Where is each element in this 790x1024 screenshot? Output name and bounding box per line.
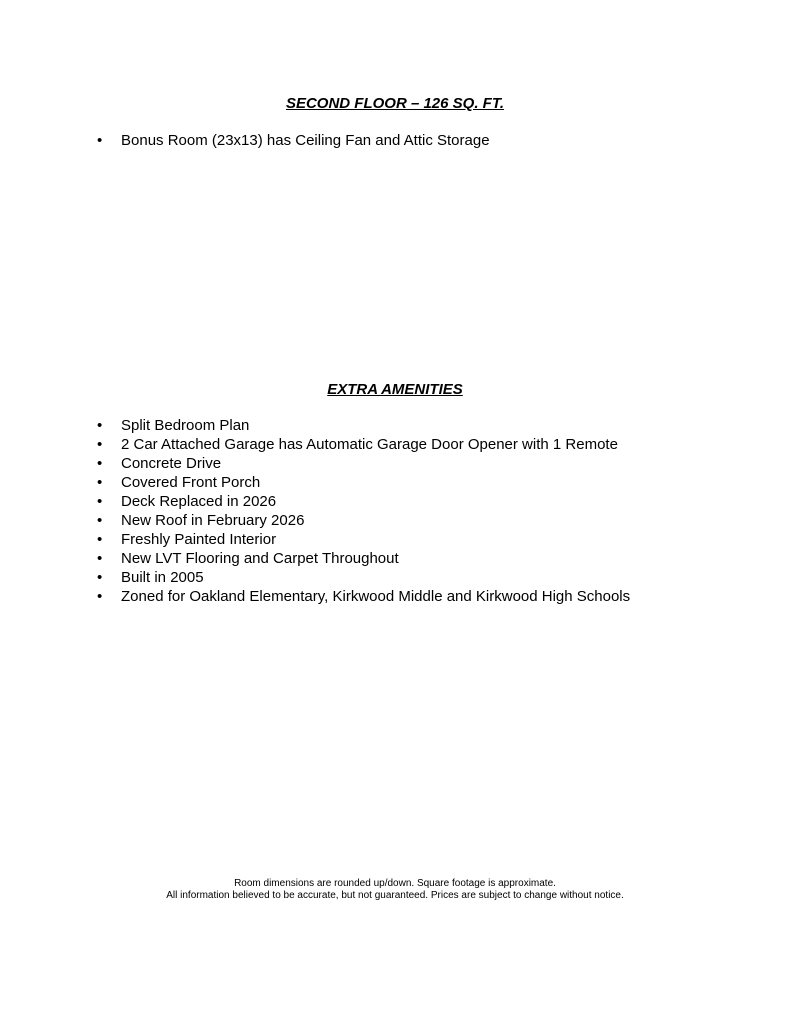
list-item — [96, 416, 630, 435]
list-item-text: Covered Front Porch — [121, 474, 261, 491]
list-item-text: 2 Car Attached Garage has Automatic Garage Door Opener with 1 Remote — [121, 436, 618, 453]
list-item — [96, 511, 630, 530]
list-item-text: Bonus Room (23x13) has Ceiling Fan and Attic Storage — [121, 132, 490, 149]
list-item — [96, 131, 490, 150]
list-item — [96, 568, 630, 587]
bullet-icon: • — [97, 531, 103, 548]
bullet-icon: • — [97, 512, 103, 529]
list-item-text: Freshly Painted Interior — [121, 531, 277, 548]
list-item-text: Built in 2005 — [121, 569, 204, 586]
list-item — [96, 530, 630, 549]
list-item-text: Concrete Drive — [121, 455, 222, 472]
footer-disclaimer-line-1: Room dimensions are rounded up/down. Square footage is approximate. — [234, 878, 556, 889]
list-item — [96, 435, 630, 454]
second-floor-list — [96, 131, 490, 150]
bullet-icon: • — [97, 436, 103, 453]
list-item — [96, 492, 630, 511]
bullet-icon: • — [97, 588, 103, 605]
list-item-text: New Roof in February 2026 — [121, 512, 305, 529]
extra-amenities-heading: EXTRA AMENITIES — [327, 381, 463, 398]
second-floor-heading: SECOND FLOOR – 126 SQ. FT. — [285, 95, 505, 112]
bullet-icon: • — [97, 132, 103, 149]
list-item — [96, 587, 630, 606]
footer-disclaimer-line-2: All information believed to be accurate, but not guaranteed. Prices are subject to change without notice. — [166, 890, 624, 901]
bullet-icon: • — [97, 474, 103, 491]
bullet-icon: • — [97, 455, 103, 472]
list-item-text: New LVT Flooring and Carpet Throughout — [121, 550, 399, 567]
bullet-icon: • — [97, 417, 103, 434]
list-item-text: Zoned for Oakland Elementary, Kirkwood Middle and Kirkwood High Schools — [121, 588, 631, 605]
list-item-text: Deck Replaced in 2026 — [121, 493, 277, 510]
list-item — [96, 454, 630, 473]
list-item — [96, 549, 630, 568]
bullet-icon: • — [97, 569, 103, 586]
list-item — [96, 473, 630, 492]
extra-amenities-list — [96, 416, 630, 606]
list-item-text: Split Bedroom Plan — [121, 417, 250, 434]
bullet-icon: • — [97, 493, 103, 510]
bullet-icon: • — [97, 550, 103, 567]
